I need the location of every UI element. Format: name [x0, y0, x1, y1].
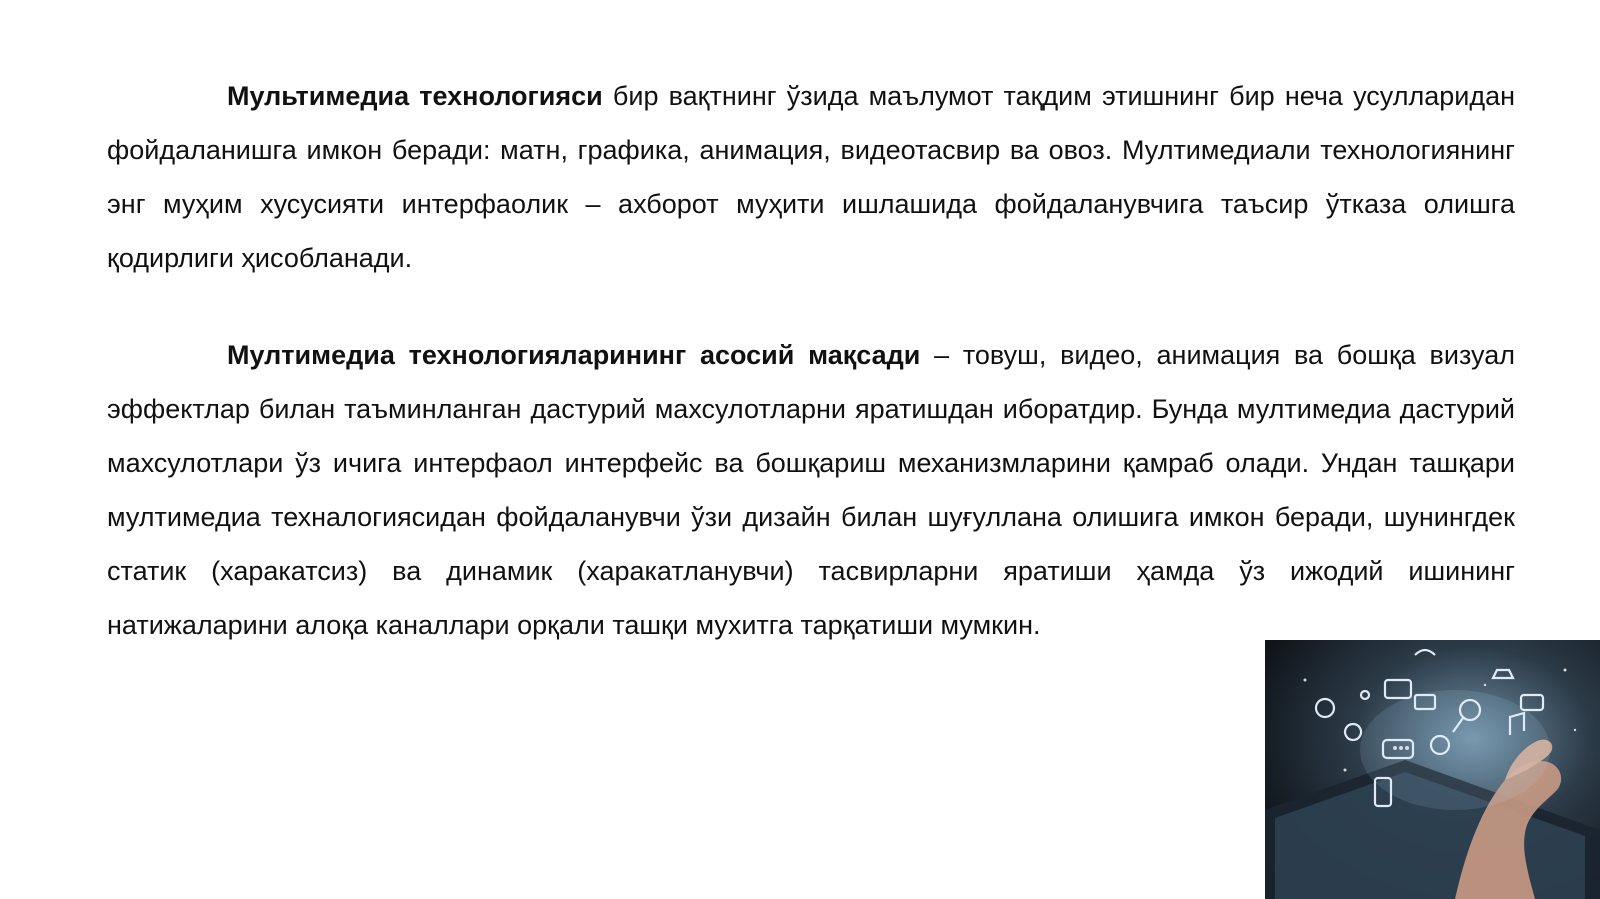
paragraph-2-bold-term: Мултимедиа технологияларининг асосий мақсади [227, 340, 921, 370]
paragraph-multimedia-goal [107, 328, 1515, 652]
multimedia-touch-image [1265, 640, 1600, 899]
paragraph-1-bold-term: Мультимедиа технологияси [227, 81, 603, 111]
paragraph-2-text: – товуш, видео, анимация ва бошқа визуал эффектлар билан таъминланган дастурий махсулотларни яратишдан иборатдир. Бунда мултимедиа дастурий махсулотлари ўз ичига интерфаол интерфейс ва бошқариш механизмларини қамраб олади. Ундан ташқари мултимедиа техналогиясидан фойдаланувчи ўзи дизайн билан шуғуллана олишига имкон беради, шунингдек статик (харакатсиз) ва динамик (харакатланувчи) тасвирларни яратиши ҳамда ўз ижодий ишининг натижаларини алоқа каналлари орқали ташқи мухитга тарқатиши мумкин. [107, 340, 1515, 640]
paragraph-multimedia-technology [107, 69, 1515, 285]
paragraph-1-text: бир вақтнинг ўзида маълумот тақдим этишнинг бир неча усулларидан фойдаланишга имкон беради: матн, графика, анимация, видеотасвир ва овоз. Мултимедиали технологиянинг энг муҳим хусусияти интерфаолик – ахборот муҳити ишлашида фойдаланувчига таъсир ўтказа олишга қодирлиги ҳисобланади. [107, 81, 1515, 273]
multimedia-touch-icon [1265, 640, 1600, 899]
